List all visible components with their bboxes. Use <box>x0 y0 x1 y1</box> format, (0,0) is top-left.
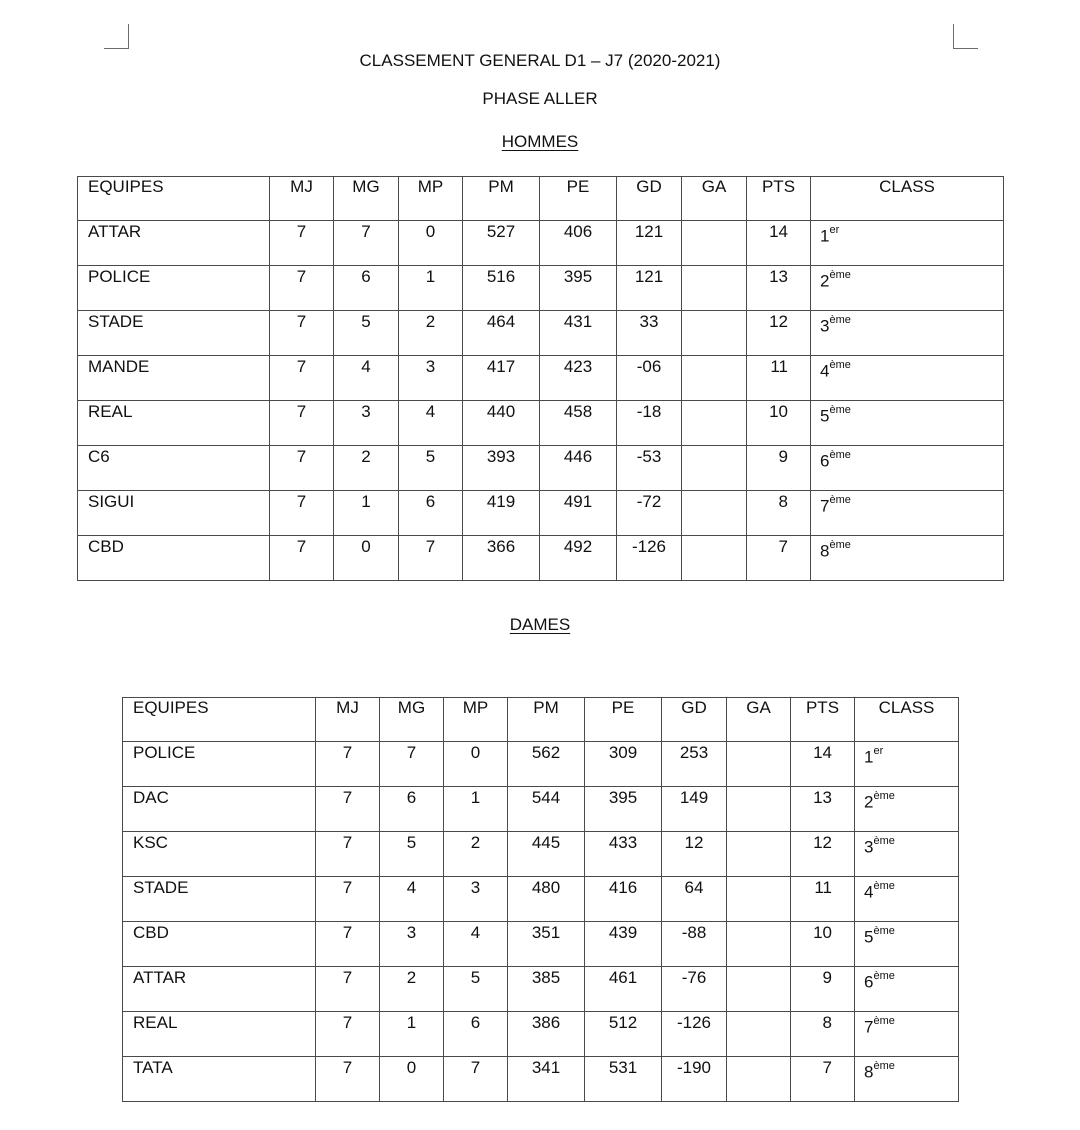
column-header-ga: GA <box>682 177 747 221</box>
table-row <box>123 1057 959 1102</box>
cell-team: CBD <box>123 922 316 967</box>
cell-class <box>855 832 959 877</box>
rank-number: 2 <box>864 792 874 812</box>
cell-class <box>811 536 1004 581</box>
cell-pm: 366 <box>463 536 540 581</box>
cell-mj: 7 <box>316 1057 380 1102</box>
column-header-pm: PM <box>508 698 585 742</box>
rank-suffix: er <box>873 745 884 757</box>
rank-suffix: ème <box>873 1060 895 1072</box>
cell-pts: 13 <box>747 266 811 311</box>
cell-team: C6 <box>78 446 270 491</box>
cell-mp: 5 <box>444 967 508 1012</box>
table-row <box>78 491 1004 536</box>
cell-pe: 309 <box>585 742 662 787</box>
table-row <box>78 536 1004 581</box>
cell-team: STADE <box>123 877 316 922</box>
cell-pts: 7 <box>791 1057 855 1102</box>
cell-class <box>855 1012 959 1057</box>
rank-suffix: ème <box>829 314 851 326</box>
cell-gd: -72 <box>617 491 682 536</box>
cell-mp: 0 <box>399 221 463 266</box>
rank-number: 2 <box>820 271 830 291</box>
cell-pts: 8 <box>747 491 811 536</box>
column-header-gd: GD <box>617 177 682 221</box>
cell-mg: 0 <box>380 1057 444 1102</box>
cell-mj: 7 <box>316 922 380 967</box>
cell-mp: 1 <box>399 266 463 311</box>
table-row <box>78 356 1004 401</box>
cell-mg: 7 <box>380 742 444 787</box>
cell-pe: 395 <box>585 787 662 832</box>
cell-ga <box>727 1057 791 1102</box>
cell-class <box>811 446 1004 491</box>
cell-mj: 7 <box>270 536 334 581</box>
cell-mp: 2 <box>399 311 463 356</box>
cell-class <box>855 922 959 967</box>
column-header-ga: GA <box>727 698 791 742</box>
cell-mg: 3 <box>334 401 399 446</box>
table-row <box>123 967 959 1012</box>
cell-class <box>855 967 959 1012</box>
cell-pe: 492 <box>540 536 617 581</box>
cell-ga <box>682 311 747 356</box>
rank-number: 5 <box>820 406 830 426</box>
cell-mj: 7 <box>270 446 334 491</box>
cell-pts: 11 <box>747 356 811 401</box>
women-section-heading <box>0 615 1080 635</box>
column-header-pe: PE <box>585 698 662 742</box>
cell-pm: 393 <box>463 446 540 491</box>
cell-mg: 4 <box>334 356 399 401</box>
column-header-pe: PE <box>540 177 617 221</box>
cell-mj: 7 <box>316 1012 380 1057</box>
cell-mp: 4 <box>444 922 508 967</box>
cell-class <box>811 401 1004 446</box>
rank-suffix: ème <box>873 835 895 847</box>
table-row <box>78 446 1004 491</box>
column-header-equipes: EQUIPES <box>78 177 270 221</box>
cell-team: ATTAR <box>123 967 316 1012</box>
cell-gd: -126 <box>617 536 682 581</box>
cell-pe: 423 <box>540 356 617 401</box>
column-header-mg: MG <box>334 177 399 221</box>
cell-mp: 0 <box>444 742 508 787</box>
column-header-mg: MG <box>380 698 444 742</box>
cell-pts: 9 <box>747 446 811 491</box>
rank-number: 1 <box>820 226 830 246</box>
cell-pe: 395 <box>540 266 617 311</box>
cell-mg: 1 <box>380 1012 444 1057</box>
cell-pts: 12 <box>791 832 855 877</box>
table-row <box>123 832 959 877</box>
rank-number: 1 <box>864 747 874 767</box>
cell-team: DAC <box>123 787 316 832</box>
cell-team: CBD <box>78 536 270 581</box>
cell-pm: 386 <box>508 1012 585 1057</box>
cell-ga <box>727 742 791 787</box>
cell-mg: 6 <box>334 266 399 311</box>
rank-suffix: ème <box>873 880 895 892</box>
rank-suffix: ème <box>829 494 851 506</box>
cell-team: KSC <box>123 832 316 877</box>
rank-number: 7 <box>820 496 830 516</box>
cell-pts: 11 <box>791 877 855 922</box>
cell-pts: 12 <box>747 311 811 356</box>
rank-suffix: ème <box>829 539 851 551</box>
cell-mg: 2 <box>380 967 444 1012</box>
header-row <box>78 177 1004 221</box>
cell-class <box>855 877 959 922</box>
cell-gd: -126 <box>662 1012 727 1057</box>
cell-pm: 562 <box>508 742 585 787</box>
rank-suffix: ème <box>873 970 895 982</box>
cell-ga <box>727 967 791 1012</box>
cell-mj: 7 <box>316 967 380 1012</box>
cell-class <box>855 742 959 787</box>
table-row <box>123 787 959 832</box>
cell-team: STADE <box>78 311 270 356</box>
cell-gd: 121 <box>617 266 682 311</box>
men-standings-table <box>77 176 1004 581</box>
cell-team: REAL <box>123 1012 316 1057</box>
cell-pm: 341 <box>508 1057 585 1102</box>
cell-pm: 527 <box>463 221 540 266</box>
women-standings-table <box>122 697 959 1102</box>
header-row <box>123 698 959 742</box>
column-header-pts: PTS <box>747 177 811 221</box>
cell-pe: 461 <box>585 967 662 1012</box>
cell-pe: 416 <box>585 877 662 922</box>
cell-team: POLICE <box>78 266 270 311</box>
cell-mj: 7 <box>270 311 334 356</box>
crop-mark-left <box>104 24 129 49</box>
cell-mg: 0 <box>334 536 399 581</box>
cell-gd: -76 <box>662 967 727 1012</box>
cell-ga <box>727 787 791 832</box>
cell-pts: 10 <box>747 401 811 446</box>
women-table-body <box>123 698 959 1102</box>
cell-mp: 6 <box>444 1012 508 1057</box>
rank-suffix: ème <box>873 925 895 937</box>
cell-gd: 64 <box>662 877 727 922</box>
cell-pm: 417 <box>463 356 540 401</box>
cell-ga <box>682 221 747 266</box>
rank-suffix: ème <box>829 269 851 281</box>
cell-class <box>811 221 1004 266</box>
table-row <box>123 922 959 967</box>
rank-number: 4 <box>820 361 830 381</box>
cell-pm: 480 <box>508 877 585 922</box>
rank-number: 3 <box>864 837 874 857</box>
rank-suffix: ème <box>829 449 851 461</box>
cell-mj: 7 <box>270 356 334 401</box>
cell-ga <box>727 922 791 967</box>
women-heading-text: DAMES <box>509 615 571 634</box>
rank-suffix: ème <box>829 404 851 416</box>
cell-mp: 4 <box>399 401 463 446</box>
cell-pm: 445 <box>508 832 585 877</box>
cell-mp: 5 <box>399 446 463 491</box>
cell-mj: 7 <box>316 832 380 877</box>
column-header-mj: MJ <box>270 177 334 221</box>
cell-mg: 3 <box>380 922 444 967</box>
cell-mp: 2 <box>444 832 508 877</box>
cell-pe: 512 <box>585 1012 662 1057</box>
rank-number: 5 <box>864 927 874 947</box>
cell-gd: -53 <box>617 446 682 491</box>
column-header-pm: PM <box>463 177 540 221</box>
cell-mg: 5 <box>334 311 399 356</box>
men-table-body <box>78 177 1004 581</box>
table-row <box>123 1012 959 1057</box>
cell-class <box>811 356 1004 401</box>
cell-mg: 2 <box>334 446 399 491</box>
cell-mj: 7 <box>270 491 334 536</box>
cell-mp: 7 <box>444 1057 508 1102</box>
cell-class <box>811 311 1004 356</box>
cell-mj: 7 <box>270 401 334 446</box>
cell-gd: 121 <box>617 221 682 266</box>
column-header-mj: MJ <box>316 698 380 742</box>
cell-team: TATA <box>123 1057 316 1102</box>
rank-suffix: ème <box>873 790 895 802</box>
cell-gd: -18 <box>617 401 682 446</box>
cell-mj: 7 <box>270 266 334 311</box>
cell-gd: 149 <box>662 787 727 832</box>
cell-gd: 253 <box>662 742 727 787</box>
cell-gd: -88 <box>662 922 727 967</box>
cell-pts: 13 <box>791 787 855 832</box>
cell-ga <box>682 491 747 536</box>
rank-number: 7 <box>864 1017 874 1037</box>
table-row <box>123 742 959 787</box>
cell-pts: 9 <box>791 967 855 1012</box>
cell-pe: 446 <box>540 446 617 491</box>
cell-class <box>855 1057 959 1102</box>
cell-pts: 14 <box>747 221 811 266</box>
men-section-heading <box>0 132 1080 152</box>
rank-number: 4 <box>864 882 874 902</box>
cell-pe: 431 <box>540 311 617 356</box>
rank-number: 6 <box>864 972 874 992</box>
table-row <box>78 401 1004 446</box>
column-header-mp: MP <box>444 698 508 742</box>
cell-mj: 7 <box>270 221 334 266</box>
cell-pts: 10 <box>791 922 855 967</box>
crop-mark-right <box>953 24 978 49</box>
table-row <box>78 311 1004 356</box>
cell-team: SIGUI <box>78 491 270 536</box>
cell-mp: 3 <box>399 356 463 401</box>
table-row <box>78 266 1004 311</box>
cell-mg: 6 <box>380 787 444 832</box>
cell-ga <box>682 266 747 311</box>
cell-ga <box>682 446 747 491</box>
column-header-gd: GD <box>662 698 727 742</box>
cell-pm: 385 <box>508 967 585 1012</box>
cell-class <box>855 787 959 832</box>
cell-mg: 5 <box>380 832 444 877</box>
cell-ga <box>682 536 747 581</box>
column-header-class: CLASS <box>811 177 1004 221</box>
cell-team: MANDE <box>78 356 270 401</box>
cell-ga <box>727 1012 791 1057</box>
column-header-equipes: EQUIPES <box>123 698 316 742</box>
column-header-mp: MP <box>399 177 463 221</box>
cell-pts: 7 <box>747 536 811 581</box>
cell-mg: 1 <box>334 491 399 536</box>
cell-team: ATTAR <box>78 221 270 266</box>
phase-label: PHASE ALLER <box>482 89 598 108</box>
cell-pe: 531 <box>585 1057 662 1102</box>
rank-number: 3 <box>820 316 830 336</box>
cell-mj: 7 <box>316 787 380 832</box>
cell-pm: 464 <box>463 311 540 356</box>
rank-suffix: er <box>829 224 840 236</box>
cell-pm: 440 <box>463 401 540 446</box>
cell-ga <box>727 832 791 877</box>
table-row <box>123 877 959 922</box>
cell-ga <box>682 356 747 401</box>
cell-pm: 351 <box>508 922 585 967</box>
cell-pm: 516 <box>463 266 540 311</box>
rank-number: 8 <box>820 541 830 561</box>
cell-class <box>811 491 1004 536</box>
cell-pe: 439 <box>585 922 662 967</box>
rank-suffix: ème <box>829 359 851 371</box>
cell-mp: 7 <box>399 536 463 581</box>
cell-pe: 406 <box>540 221 617 266</box>
cell-ga <box>682 401 747 446</box>
cell-mj: 7 <box>316 742 380 787</box>
cell-mp: 3 <box>444 877 508 922</box>
rank-suffix: ème <box>873 1015 895 1027</box>
cell-pe: 433 <box>585 832 662 877</box>
cell-mg: 7 <box>334 221 399 266</box>
table-row <box>78 221 1004 266</box>
cell-pm: 544 <box>508 787 585 832</box>
cell-team: POLICE <box>123 742 316 787</box>
men-heading-text: HOMMES <box>501 132 579 151</box>
column-header-pts: PTS <box>791 698 855 742</box>
cell-pts: 8 <box>791 1012 855 1057</box>
cell-team: REAL <box>78 401 270 446</box>
cell-gd: -190 <box>662 1057 727 1102</box>
rank-number: 8 <box>864 1062 874 1082</box>
cell-mp: 6 <box>399 491 463 536</box>
cell-mp: 1 <box>444 787 508 832</box>
cell-gd: -06 <box>617 356 682 401</box>
cell-class <box>811 266 1004 311</box>
cell-pe: 458 <box>540 401 617 446</box>
cell-gd: 12 <box>662 832 727 877</box>
cell-mg: 4 <box>380 877 444 922</box>
document-title: CLASSEMENT GENERAL D1 – J7 (2020-2021) <box>359 51 721 70</box>
rank-number: 6 <box>820 451 830 471</box>
cell-pm: 419 <box>463 491 540 536</box>
cell-mj: 7 <box>316 877 380 922</box>
cell-ga <box>727 877 791 922</box>
cell-gd: 33 <box>617 311 682 356</box>
column-header-class: CLASS <box>855 698 959 742</box>
cell-pe: 491 <box>540 491 617 536</box>
cell-pts: 14 <box>791 742 855 787</box>
